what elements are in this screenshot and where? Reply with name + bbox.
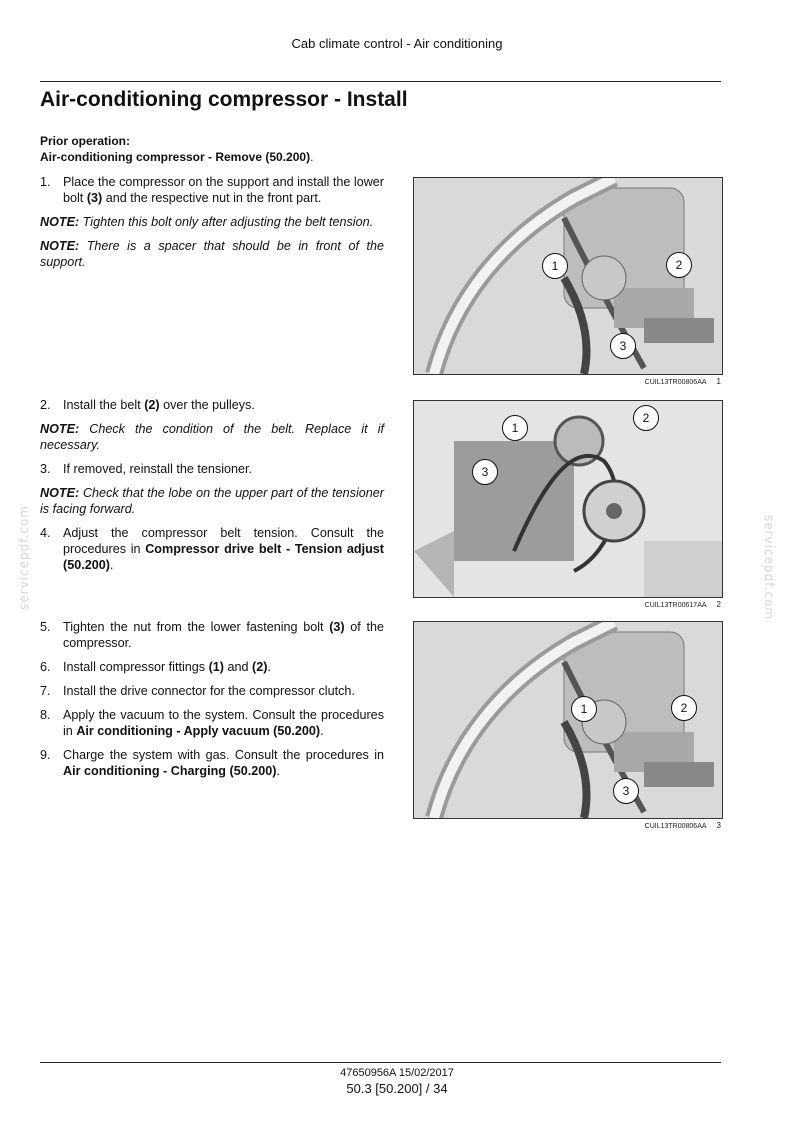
step-text — [63, 525, 384, 573]
step-number: 9. — [40, 748, 51, 762]
step-text-part: Tighten the nut from the lower fastening bolt — [63, 620, 330, 634]
prior-operation-label: Prior operation: — [40, 134, 131, 148]
step-text — [63, 397, 384, 413]
prior-operation-end: . — [310, 150, 314, 164]
procedure-link: Air conditioning - Apply vacuum (50.200) — [76, 724, 321, 738]
callout-3: 3 — [610, 333, 636, 359]
prior-operation — [40, 133, 313, 165]
step-number: 6. — [40, 660, 51, 674]
step-ref: (1) — [208, 660, 224, 674]
figure-3-photo — [413, 621, 723, 819]
step-number: 3. — [40, 462, 51, 476]
step-ref: (2) — [252, 660, 268, 674]
step-text — [63, 619, 384, 651]
note-3 — [40, 421, 384, 453]
section-3 — [40, 619, 384, 787]
step-4 — [40, 525, 384, 573]
step-ref: (2) — [144, 398, 160, 412]
step-9 — [40, 747, 384, 779]
note-text: Check the condition of the belt. Replace it if necessary. — [40, 422, 384, 452]
step-text-part: . — [320, 724, 324, 738]
figure-1-caption — [413, 377, 721, 386]
step-ref: (3) — [86, 191, 103, 205]
step-text-part: of the compressor. — [63, 620, 384, 650]
note-2 — [40, 238, 384, 270]
callout-1: 1 — [502, 415, 528, 441]
step-text: If removed, reinstall the tensioner. — [63, 462, 253, 476]
page-title: Air-conditioning compressor - Install — [40, 88, 408, 111]
procedure-link: Air conditioning - Charging (50.200) — [63, 764, 277, 778]
note-label: NOTE: — [40, 422, 80, 436]
section-2 — [40, 397, 384, 581]
step-text — [63, 747, 384, 779]
watermark-left: servicepdf.com — [17, 504, 31, 610]
callout-2: 2 — [666, 252, 692, 278]
step-text — [63, 707, 384, 739]
step-text-part: . — [267, 660, 271, 674]
engine-photo-3 — [414, 622, 722, 818]
note-text: Check that the lobe on the upper part of the tensioner is facing forward. — [40, 486, 384, 516]
figure-1-photo — [413, 177, 723, 375]
note-label: NOTE: — [40, 486, 80, 500]
figure-code: CUIL13TR00806AA — [644, 823, 707, 830]
step-text-part: over the pulleys. — [159, 398, 255, 412]
step-number: 1. — [40, 175, 51, 189]
figure-code: CUIL13TR00617AA — [644, 602, 707, 609]
step-5 — [40, 619, 384, 651]
note-1 — [40, 214, 384, 230]
step-text-part: . — [109, 558, 114, 572]
figure-2-photo — [413, 400, 723, 598]
step-text-part: and the respective nut in the front part. — [102, 191, 322, 205]
document-id: 47650956A 15/02/2017 — [340, 1067, 454, 1079]
figure-number: 3 — [716, 821, 721, 830]
step-text-part: Place the compressor on the support and install the lower bolt — [63, 175, 384, 205]
figure-2-caption — [413, 600, 721, 609]
callout-3: 3 — [613, 778, 639, 804]
step-text-part: Charge the system with gas. Consult the procedures in — [63, 748, 384, 762]
header-rule — [40, 81, 721, 82]
step-text-part: Install the belt — [63, 398, 145, 412]
step-2 — [40, 397, 384, 413]
step-ref: (3) — [329, 620, 345, 634]
figure-3-caption — [413, 821, 721, 830]
section-1 — [40, 174, 384, 278]
figure-code: CUIL13TR00806AA — [644, 379, 707, 386]
figure-number: 1 — [716, 377, 721, 386]
step-number: 8. — [40, 708, 51, 722]
note-label: NOTE: — [40, 215, 80, 229]
step-number: 2. — [40, 398, 51, 412]
step-8 — [40, 707, 384, 739]
note-text: There is a spacer that should be in front of the support. — [40, 239, 384, 269]
callout-2: 2 — [671, 695, 697, 721]
step-text — [63, 174, 384, 206]
prior-operation-ref: Air-conditioning compressor - Remove (50.200) — [40, 150, 311, 164]
step-3 — [40, 461, 384, 477]
step-text-part: Apply the vacuum to the system. Consult the procedures in — [63, 708, 384, 738]
step-text-part: Adjust the compressor belt tension. Consult the procedures in — [63, 526, 384, 556]
note-text: Tighten this bolt only after adjusting the belt tension. — [79, 215, 374, 229]
engine-photo-2 — [414, 401, 722, 597]
callout-1: 1 — [571, 696, 597, 722]
step-text-part: and — [224, 660, 253, 674]
watermark-right: servicepdf.com — [762, 515, 776, 621]
step-number: 4. — [40, 526, 51, 540]
procedure-link: Compressor drive belt - Tension adjust (50.200) — [63, 542, 384, 572]
running-header: Cab climate control - Air conditioning — [291, 36, 503, 51]
step-6 — [40, 659, 384, 675]
step-text-part: . — [276, 764, 280, 778]
callout-2: 2 — [633, 405, 659, 431]
figure-number: 2 — [716, 600, 721, 609]
prior-operation-ref-line — [40, 149, 313, 165]
callout-1: 1 — [542, 253, 568, 279]
footer-rule — [40, 1062, 721, 1063]
step-text — [63, 659, 384, 675]
note-label: NOTE: — [40, 239, 80, 253]
step-number: 7. — [40, 684, 51, 698]
page-footer — [0, 1067, 794, 1096]
step-number: 5. — [40, 620, 51, 634]
page-number: 50.3 [50.200] / 34 — [346, 1081, 448, 1096]
step-7 — [40, 683, 384, 699]
step-1 — [40, 174, 384, 206]
callout-3: 3 — [472, 459, 498, 485]
note-4 — [40, 485, 384, 517]
step-text-part: Install compressor fittings — [63, 660, 209, 674]
step-text: Install the drive connector for the compressor clutch. — [63, 684, 355, 698]
